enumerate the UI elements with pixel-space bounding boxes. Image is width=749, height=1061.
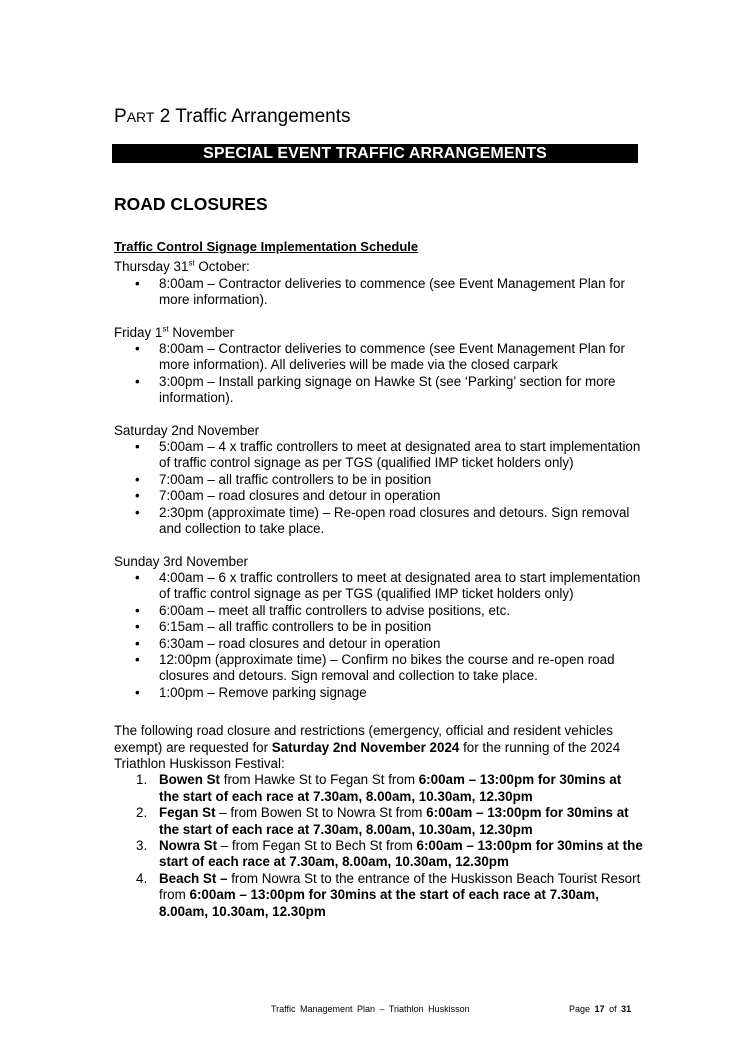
closure-list	[114, 772, 644, 920]
list-item: • 1:00pm – Remove parking signage	[135, 684, 367, 700]
schedule-title: Traffic Control Signage Implementation Schedule	[114, 239, 419, 254]
list-item: • 12:00pm (approximate time) – Confirm no bikes the course and re-open road closures and detours. Sign removal and collection to take place.	[135, 651, 615, 684]
day-heading: Friday 1st November	[114, 324, 235, 340]
list-item: • 6:30am – road closures and detour in operation	[135, 635, 441, 651]
day-heading: Saturday 2nd November	[114, 422, 260, 438]
section-banner: SPECIAL EVENT TRAFFIC ARRANGEMENTS	[112, 144, 638, 163]
list-item: • 6:15am – all traffic controllers to be in position	[135, 619, 432, 635]
closure-item: 3. Nowra St – from Fegan St to Bech St from 6:00am – 13:00pm for 30mins at the start of each race at 7.30am, 8.00am, 10.30am, 12.30pm	[136, 838, 643, 870]
closure-item: 2. Fegan St – from Bowen St to Nowra St from 6:00am – 13:00pm for 30mins at the start of each race at 7.30am, 8.00am, 10.30am, 12.30pm	[136, 805, 629, 837]
day-items	[114, 439, 644, 537]
day-heading: Thursday 31st October:	[114, 258, 250, 275]
list-item: • 7:00am – road closures and detour in operation	[135, 488, 441, 504]
part-title-text: 2 Traffic Arrangements	[154, 106, 351, 127]
list-item: • 2:30pm (approximate time) – Re-open road closures and detours. Sign removal and collection to take place.	[135, 504, 630, 537]
part-title-smallcaps: ART	[126, 109, 155, 125]
closure-item: 4. Beach St – from Nowra St to the entrance of the Huskisson Beach Tourist Resort from 6:00am – 13:00pm for 30mins at the start of each race at 7.30am, 8.00am, 10.30am, 12.30pm	[136, 870, 641, 919]
list-item: • 8:00am – Contractor deliveries to commence (see Event Management Plan for more information).	[135, 275, 625, 308]
list-item: • 4:00am – 6 x traffic controllers to meet at designated area to start implementation of traffic control signage as per TGS (qualified IMP ticket holders only)	[135, 569, 641, 602]
part-title	[114, 106, 351, 128]
closure-item: 1. Bowen St from Hawke St to Fegan St from 6:00am – 13:00pm for 30mins at the start of each race at 7.30am, 8.00am, 10.30am, 12.30pm	[136, 772, 622, 804]
list-item: • 5:00am – 4 x traffic controllers to meet at designated area to start implementation of traffic control signage as per TGS (qualified IMP ticket holders only)	[135, 439, 641, 471]
document-body	[114, 239, 644, 920]
day-items	[114, 341, 644, 407]
footer-doc-title: Traffic Management Plan – Triathlon Huskisson	[271, 1004, 470, 1014]
list-item: • 3:00pm – Install parking signage on Hawke St (see ‘Parking’ section for more information).	[135, 373, 616, 406]
day-items	[114, 276, 644, 309]
part-title-initial: P	[114, 106, 127, 127]
day-heading: Sunday 3rd November	[114, 553, 248, 569]
closure-intro: The following road closure and restrictions (emergency, official and resident vehicles exempt) are requested for Saturday 2nd November 2024 for the running of the 2024 Triathlon Huskisson Festival:	[114, 723, 621, 771]
list-item: • 7:00am – all traffic controllers to be in position	[135, 471, 432, 487]
day-items	[114, 570, 644, 701]
list-item: • 8:00am – Contractor deliveries to commence (see Event Management Plan for more information). All deliveries will be made via the closed carpark	[135, 341, 625, 373]
footer-page-number: Page 17 of 31	[569, 1004, 632, 1014]
section-heading: ROAD CLOSURES	[114, 194, 268, 214]
list-item: • 6:00am – meet all traffic controllers to advise positions, etc.	[135, 602, 511, 618]
